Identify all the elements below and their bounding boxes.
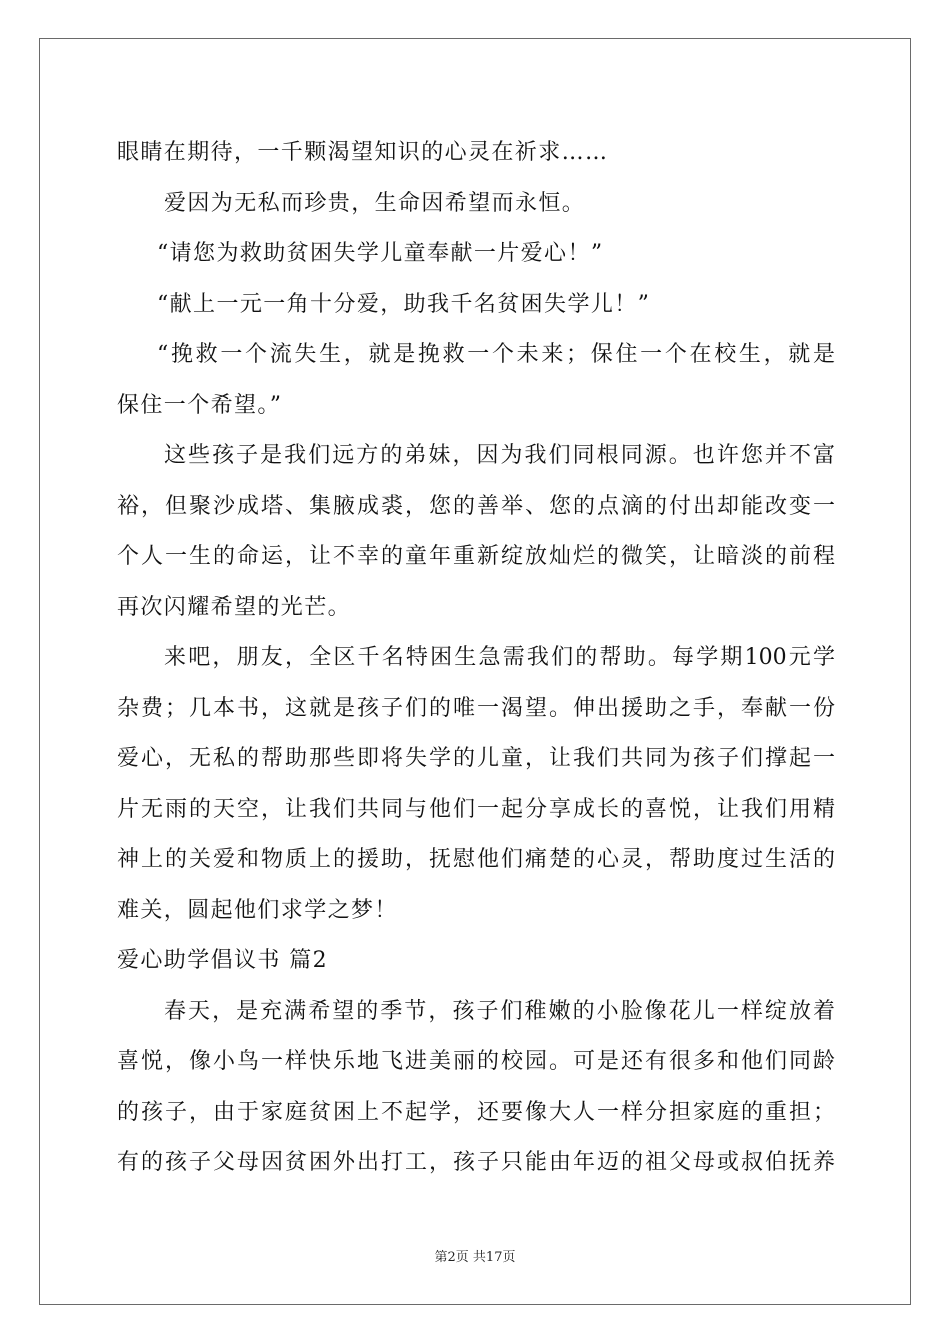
section-heading: 爱心助学倡议书 篇2 [117, 948, 328, 973]
text-line: 这些孩子是我们远方的弟妹，因为我们同根同源。也许您并不富 [164, 443, 835, 468]
page-number-footer: 第2页 共17页 [434, 1250, 516, 1265]
document-body [117, 128, 835, 1189]
text-line: 神上的关爱和物质上的援助，抚慰他们痛楚的心灵，帮助度过生活的 [117, 847, 835, 872]
text-line: 喜悦，像小鸟一样快乐地飞进美丽的校园。可是还有很多和他们同龄 [117, 1049, 835, 1074]
text-line: “献上一元一角十分爱，助我千名贫困失学儿！” [157, 291, 651, 317]
text-line: “请您为救助贫困失学儿童奉献一片爱心！” [157, 241, 604, 266]
text-line: 来吧，朋友，全区千名特困生急需我们的帮助。每学期100元学 [164, 645, 835, 670]
text-line: 片无雨的天空，让我们共同与他们一起分享成长的喜悦，让我们用精 [117, 796, 835, 822]
text-line: 再次闪耀希望的光芒。 [117, 594, 352, 620]
text-line: 眼睛在期待，一千颗渴望知识的心灵在祈求…… [117, 140, 609, 165]
text-line: 难关，圆起他们求学之梦！ [117, 897, 398, 923]
text-line: 有的孩子父母因贫困外出打工，孩子只能由年迈的祖父母或叔伯抚养 [117, 1150, 835, 1175]
text-line: 爱因为无私而珍贵，生命因希望而永恒。 [164, 190, 586, 216]
text-line: 春天，是充满希望的季节，孩子们稚嫩的小脸像花儿一样绽放着 [164, 998, 835, 1024]
text-line: “挽救一个流失生，就是挽救一个未来；保住一个在校生，就是 [157, 342, 835, 367]
text-line: 保住一个希望。” [117, 392, 283, 418]
text-line: 杂费；几本书，这就是孩子们的唯一渴望。伸出援助之手，奉献一份 [117, 695, 835, 721]
text-line: 爱心，无私的帮助那些即将失学的儿童，让我们共同为孩子们撑起一 [117, 746, 835, 771]
text-line: 的孩子，由于家庭贫困上不起学，还要像大人一样分担家庭的重担； [117, 1099, 835, 1125]
text-line: 裕，但聚沙成塔、集腋成裘，您的善举、您的点滴的付出却能改变一 [117, 493, 835, 519]
text-line: 个人一生的命运，让不幸的童年重新绽放灿烂的微笑，让暗淡的前程 [117, 544, 835, 569]
